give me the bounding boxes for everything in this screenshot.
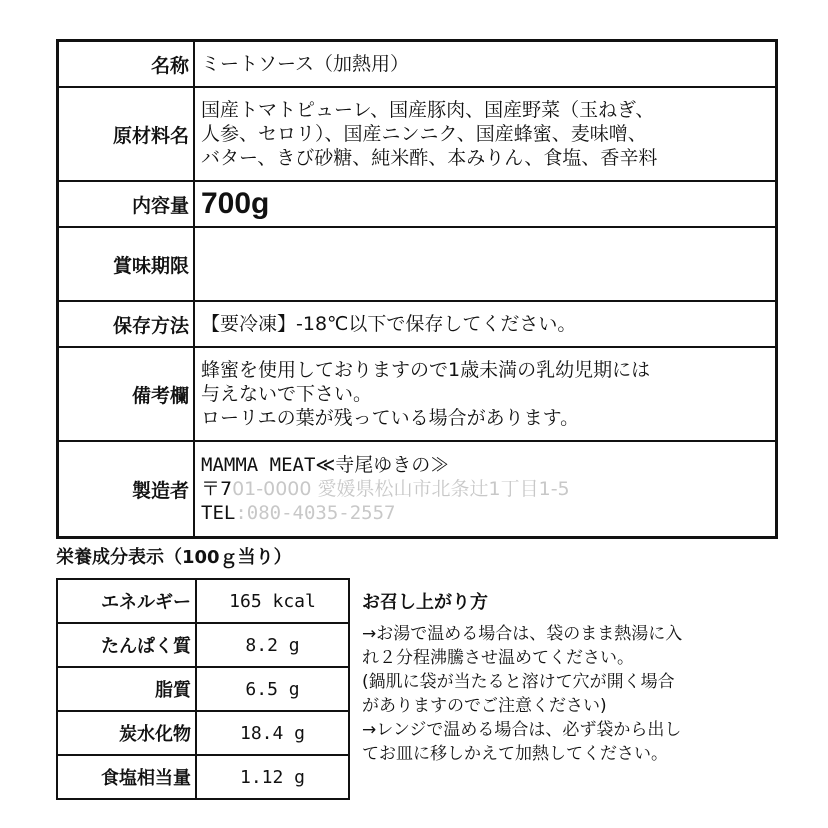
name-value: ミートソース（加熱用）: [201, 53, 410, 75]
serving-line: (鍋肌に袋が当たると溶けて穴が開く場合: [362, 672, 675, 692]
nutrition-value: 165 kcal: [229, 590, 316, 612]
nutrition-value: 8.2 g: [245, 634, 300, 656]
serving-instructions: [362, 622, 782, 766]
ingredients-line: バター、きび砂糖、純米酢、本みりん、食塩、香辛料: [201, 147, 658, 169]
ingredients-value: [195, 88, 775, 180]
row-expiry: [59, 226, 775, 300]
row-manufacturer: [59, 440, 775, 536]
row-name: [59, 42, 775, 86]
notes-key: 備考欄: [59, 348, 195, 440]
serving-line: →お湯で温める場合は、袋のまま熱湯に入: [362, 624, 683, 644]
nutrition-table: [56, 578, 350, 800]
notes-line: 与えないで下さい。: [201, 383, 373, 405]
row-ingredients: [59, 86, 775, 180]
nutrition-row: [58, 666, 348, 710]
manufacturer-key: 製造者: [59, 442, 195, 536]
address-prefix: 〒7: [201, 478, 233, 500]
row-volume: [59, 180, 775, 226]
nutrition-row: [58, 622, 348, 666]
expiry-value: [195, 228, 775, 300]
serving-line: てお皿に移しかえて加熱してください。: [362, 744, 668, 764]
name-key: 名称: [59, 42, 195, 86]
nutrition-row: [58, 580, 348, 622]
serving-line: がありますのでご注意ください): [362, 696, 607, 716]
phone-prefix: TEL: [201, 502, 236, 524]
ingredients-line: 人参、セロリ）、国産ニンニク、国産蜂蜜、麦味噌、: [201, 123, 647, 145]
manufacturer-value: [195, 442, 775, 536]
manufacturer-name: MAMMA MEAT≪寺尾ゆきの≫: [201, 454, 450, 476]
nutrition-value: 1.12 g: [239, 766, 306, 788]
nutrition-key: 食塩相当量: [58, 756, 197, 798]
storage-value: 【要冷凍】-18℃以下で保存してください。: [201, 313, 577, 335]
notes-value: [195, 348, 775, 440]
ingredients-key: 原材料名: [59, 88, 195, 180]
nutrition-value: 6.5 g: [245, 678, 300, 700]
nutrition-row: [58, 710, 348, 754]
phone-faded: :080-4035-2557: [235, 502, 396, 524]
nutrition-key: たんぱく質: [58, 624, 197, 666]
manufacturer-phone: [201, 501, 769, 525]
nutrition-key: エネルギー: [58, 580, 197, 622]
address-faded: 01-0000 愛媛県松山市北条辻1丁目1-5: [232, 478, 570, 500]
serving-line: れ２分程沸騰させ温めてください。: [362, 648, 634, 668]
row-notes: [59, 346, 775, 440]
volume-key: 内容量: [59, 182, 195, 226]
nutrition-value: 18.4 g: [239, 722, 306, 744]
notes-line: ローリエの葉が残っている場合があります。: [201, 407, 580, 429]
nutrition-key: 脂質: [58, 668, 197, 710]
expiry-key: 賞味期限: [59, 228, 195, 300]
serving-line: →レンジで温める場合は、必ず袋から出し: [362, 720, 682, 740]
notes-line: 蜂蜜を使用しておりますので1歳未満の乳幼児期には: [201, 359, 651, 381]
nutrition-title: 栄養成分表示（100ｇ当り）: [56, 547, 292, 568]
ingredients-line: 国産トマトピューレ、国産豚肉、国産野菜（玉ねぎ、: [201, 99, 655, 121]
product-label-table: [56, 39, 778, 539]
serving-title: お召し上がり方: [362, 592, 488, 613]
volume-value: 700g: [201, 187, 270, 220]
nutrition-key: 炭水化物: [58, 712, 197, 754]
nutrition-row: [58, 754, 348, 798]
manufacturer-address: [201, 477, 769, 501]
row-storage: [59, 300, 775, 346]
storage-key: 保存方法: [59, 302, 195, 346]
